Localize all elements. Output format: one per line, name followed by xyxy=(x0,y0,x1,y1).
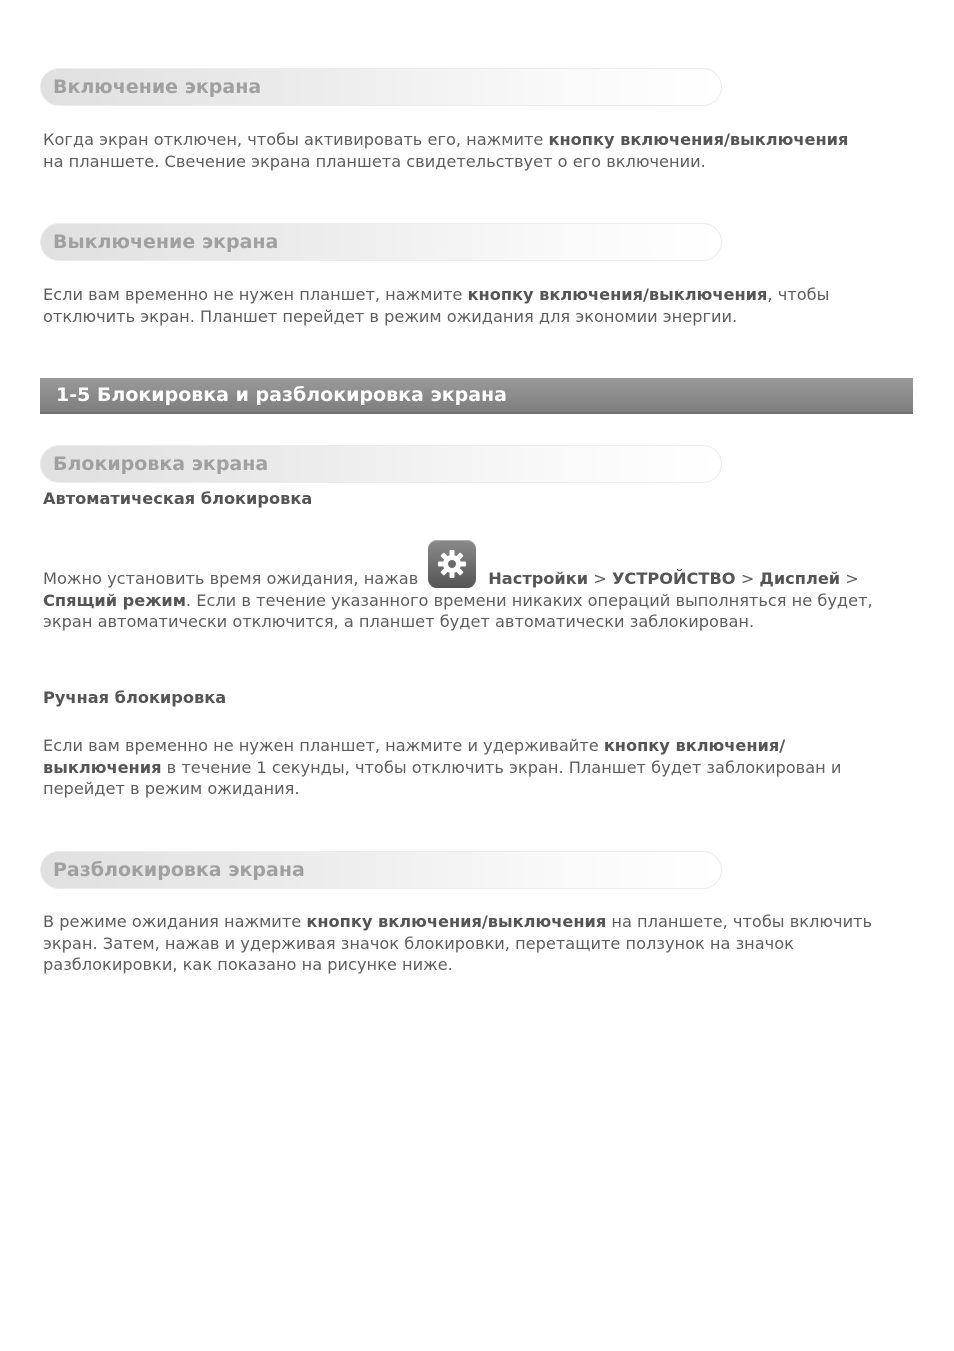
power-button-term: кнопку включения/выключения xyxy=(467,285,768,304)
sleep-term: Спящий режим xyxy=(43,590,186,610)
power-button-term-cont: выключения xyxy=(43,757,162,777)
power-button-term: кнопку включения/выключения xyxy=(306,912,607,931)
power-button-term: кнопку включения/ xyxy=(603,736,786,755)
paragraph-auto-lock: Можно установить время ожидания, нажав Настройки > УСТРОЙСТВО > Дисплей > Спящий режим. Если в течение указанного времени никаких операций выполняться не будет, экран автоматически отключится, а планшет будет автоматически заблокирован. xyxy=(43,540,913,633)
heading-screen-on: Включение экрана xyxy=(40,68,722,106)
display-term: Дисплей xyxy=(759,569,841,588)
paragraph-screen-off: Если вам временно не нужен планшет, нажмите кнопку включения/выключения, чтобы отключить экран. Планшет перейдет в режим ожидания для экономии энергии. xyxy=(43,285,830,326)
device-term: УСТРОЙСТВО xyxy=(611,569,736,588)
heading-screen-lock: Блокировка экрана xyxy=(40,445,722,483)
paragraph-screen-unlock: В режиме ожидания нажмите кнопку включения/выключения на планшете, чтобы включить экран. Затем, нажав и удерживая значок блокировки, перетащите ползунок на значок разблокировки, как показано на рисунке ниже. xyxy=(43,912,873,974)
settings-gear-icon xyxy=(428,540,476,588)
heading-screen-off: Выключение экрана xyxy=(40,223,722,261)
paragraph-manual-lock: Если вам временно не нужен планшет, нажмите и удерживайте кнопку включения/ выключения в течение 1 секунды, чтобы отключить экран. Планшет будет заблокирован и перейдет в режим ожидания. xyxy=(43,736,842,798)
settings-term: Настройки xyxy=(488,569,589,588)
section-title-lock-unlock: 1-5 Блокировка и разблокировка экрана xyxy=(40,378,913,414)
heading-screen-unlock: Разблокировка экрана xyxy=(40,851,722,889)
label-auto-lock: Автоматическая блокировка xyxy=(43,489,313,508)
power-button-term: кнопку включения/выключения xyxy=(548,130,849,149)
paragraph-screen-on: Когда экран отключен, чтобы активировать его, нажмите кнопку включения/выключения на планшете. Свечение экрана планшета свидетельствует о его включении. xyxy=(43,130,849,171)
label-manual-lock: Ручная блокировка xyxy=(43,688,227,707)
